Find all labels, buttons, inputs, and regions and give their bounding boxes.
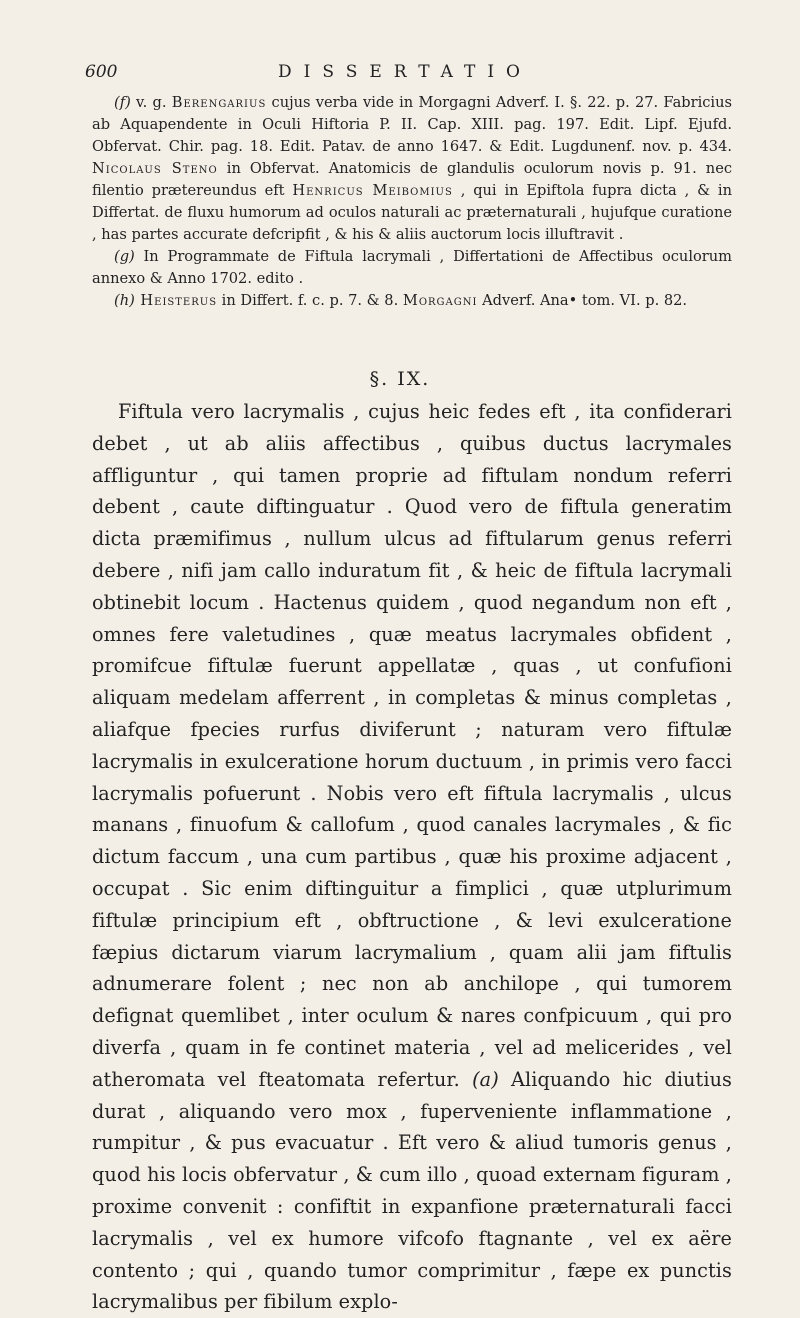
author-name: Nicolaus Steno bbox=[92, 160, 218, 177]
body-paragraph bbox=[92, 396, 732, 1318]
footnote-text: cujus verba vide in Morgagni Adverf. I. §. 22. p. 27. Fabricius ab Aquapendente in Oculi Hiftoria P. II. Cap. XIII. pag. 197. Edit. Lipf. Ejufd. Obfervat. Chir. pag. 18. Edit. Patav. de anno 1647. & Edit. Lugdunenf. nov. p. 434. bbox=[92, 94, 732, 155]
footnotes bbox=[92, 92, 732, 312]
footnote-text: , qui in Epiftola fupra dicta , & in Differtat. de fluxu humorum ad oculos naturali ac præternaturali , hujufque curatione , has partes accurate defcripfit , & his & aliis auctorum locis illuftravit . bbox=[92, 182, 732, 243]
page-number: 600 bbox=[85, 62, 118, 82]
author-name: Heisterus bbox=[134, 292, 218, 309]
footnote-mark: (a) bbox=[472, 1067, 499, 1091]
author-name: Henricus Meibomius bbox=[292, 182, 453, 199]
footnote-mark: (f) bbox=[114, 94, 131, 111]
body-text-part: Fiftula vero lacrymalis , cujus heic fedes eft , ita confiderari debet , ut ab aliis affectibus , quibus ductus lacrymales affliguntur , qui tamen proprie ad fiftulam nondum referri debent , caute diftinguatur . Quod vero de fiftula generatim dicta præmifimus , nullum ulcus ad fiftularum genus referri debere , nifi jam callo induratum fit , & heic de fiftula lacrymali obtinebit locum . Hactenus quidem , quod negandum non eft , omnes fere valetudines , quæ meatus lacrymales obfident , promifcue fiftulæ fuerunt appellatæ , quas , ut confufioni aliquam medelam afferrent , in completas & minus completas , aliafque fpecies rurfus diviferunt ; naturam vero fiftulæ lacrymalis in exulceratione horum ductuum , in primis vero facci lacrymalis pofuerunt . Nobis vero eft fiftula lacrymalis , ulcus manans , finuofum & callofum , quod canales lacrymales , & fic dictum faccum , una cum partibus , quæ his proxime adjacent , occupat . Sic enim diftinguitur a fimplici , quæ utplurimum fiftulæ principium eft , obftructione , & levi exulceratione fæpius dictarum viarum lacrymalium , quam alii jam fiftulis adnumerare folent ; nec non ab anchilope , qui tumorem defignat quemlibet , inter oculum & nares confpicuum , qui pro diverfa , quam in fe continet materia , vel ad melicerides , vel atheromata vel fteatomata refertur. bbox=[92, 400, 732, 1091]
section-heading: §. IX. bbox=[369, 368, 431, 390]
footnote-mark: (g) bbox=[114, 248, 135, 265]
footnote-f bbox=[92, 92, 732, 246]
body-text bbox=[92, 396, 732, 1318]
footnote-text: v. g. bbox=[130, 94, 172, 111]
footnote-h bbox=[92, 290, 732, 312]
author-name: Berengarius bbox=[171, 94, 267, 111]
footnote-text: in Obfervat. Anatomicis de glandulis oculorum novis p. 91. nec filentio prætereundus eft bbox=[92, 160, 733, 199]
page-header bbox=[85, 62, 725, 86]
footnote-mark: (h) bbox=[114, 292, 135, 309]
footnote-g bbox=[92, 246, 732, 290]
footnote-text: in Differt. f. c. p. 7. & 8. bbox=[217, 292, 403, 309]
body-text-part: Aliquando hic diutius durat , aliquando vero mox , fuperveniente inflammatione , rumpitur , & pus evacuatur . Eft vero & aliud tumoris genus , quod his locis obfervatur , & cum illo , quoad externam figuram , proxime convenit : confiftit in expanfione præternaturali facci lacrymalis , vel ex humore vifcofo ftagnante , vel ex aëre contento ; qui , quando tumor comprimitur , fæpe ex punctis lacrymalibus per fibilum explo- bbox=[92, 1067, 732, 1314]
footnote-text: In Programmate de Fiftula lacrymali , Differtationi de Affectibus oculorum annexo & Anno 1702. edito . bbox=[92, 248, 732, 287]
running-title: DISSERTATIO bbox=[278, 62, 532, 82]
footnote-text: Adverf. Ana• tom. VI. p. 82. bbox=[477, 292, 688, 309]
author-name: Morgagni bbox=[402, 292, 478, 309]
